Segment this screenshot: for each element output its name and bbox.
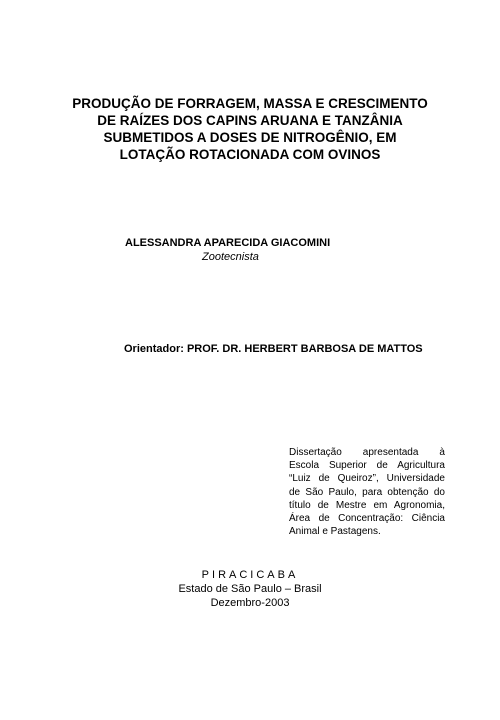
title-line: SUBMETIDOS A DOSES DE NITROGÊNIO, EM [103,130,397,145]
place-and-date [130,568,370,610]
author-role: Zootecnista [202,251,259,263]
dissertation-line: título de Mestre em Agronomia, [289,499,445,511]
dissertation-line: Animal e Pastagens. [289,526,381,538]
city-name: PIRACICABA [201,569,299,581]
dissertation-statement [289,446,445,538]
title-line: DE RAÍZES DOS CAPINS ARUANA E TANZÂNIA [97,113,403,128]
title-line: LOTAÇÃO ROTACIONADA COM OVINOS [119,147,381,162]
dissertation-line: Área de Concentração: Ciência [289,513,445,525]
state-country: Estado de São Paulo – Brasil [178,583,322,595]
dissertation-line: “Luiz de Queiroz”, Universidade [289,473,445,485]
dissertation-line: Dissertação apresentada à [289,447,445,458]
document-title [30,95,470,163]
advisor-line: Orientador: PROF. DR. HERBERT BARBOSA DE MATTOS [124,343,423,355]
document-date: Dezembro-2003 [210,597,290,609]
dissertation-line: Escola Superior de Agricultura [289,460,445,472]
dissertation-line: de São Paulo, para obtenção do [289,486,445,498]
author-name: ALESSANDRA APARECIDA GIACOMINI [125,237,331,249]
title-line: PRODUÇÃO DE FORRAGEM, MASSA E CRESCIMENTO [72,96,428,111]
